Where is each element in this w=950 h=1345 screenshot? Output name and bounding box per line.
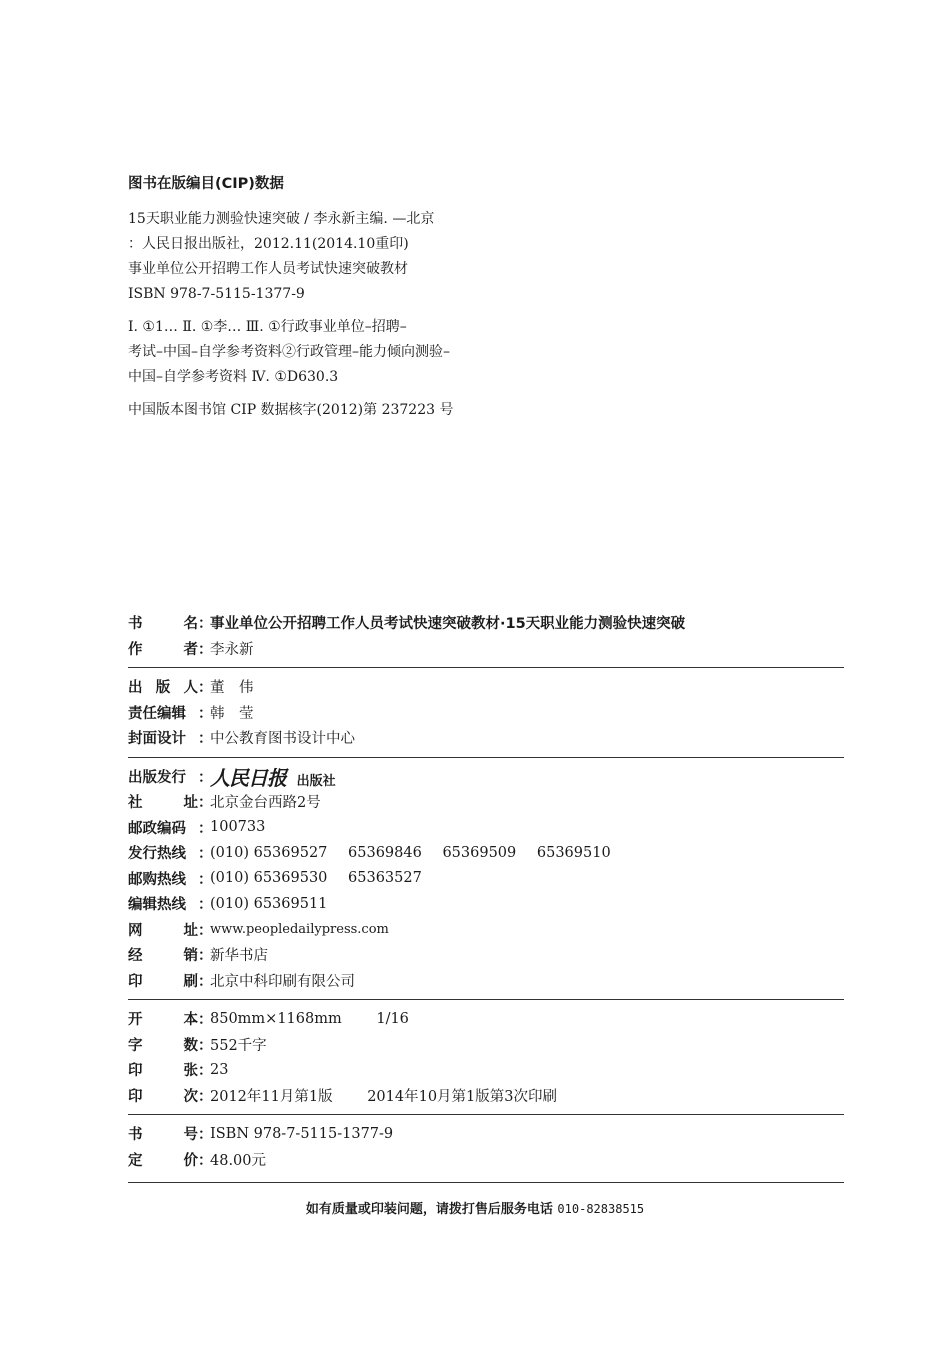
author-row: 作 者 ： 李永新	[128, 636, 844, 662]
isbn-row: 书 号 ： ISBN 978-7-5115-1377-9	[128, 1121, 844, 1147]
website-link[interactable]: www.peopledailypress.com	[210, 921, 389, 937]
mail-hotline-label: 邮购热线	[128, 871, 186, 888]
phone: 65369511	[253, 895, 328, 912]
editor-hotline-row: 编辑热线 ： (010) 65369511	[128, 891, 844, 917]
distributor-label: 经 销	[128, 948, 198, 965]
sheets-row: 印 张 ： 23	[128, 1057, 844, 1083]
edition: 2012年11月第1版	[210, 1088, 333, 1105]
book-title-label: 书 名	[128, 616, 198, 633]
fold: 1/16	[376, 1010, 409, 1027]
address: 北京金台西路2号	[210, 795, 321, 812]
edition-row: 印 次 ： 2012年11月第1版 2014年10月第1版第3次印刷	[128, 1083, 844, 1109]
editor-label: 责任编辑	[128, 705, 186, 722]
sheets: 23	[210, 1061, 229, 1078]
editor-row: 责任编辑 ： 韩 莹	[128, 700, 844, 726]
cip-isbn: ISBN 978-7-5115-1377-9	[128, 286, 305, 302]
cip-line: 事业单位公开招聘工作人员考试快速突破教材	[128, 261, 408, 277]
phone: 65369509	[442, 844, 517, 861]
publisher-person-row: 出 版 人 ： 董 伟	[128, 674, 844, 700]
service-phone: 010-82838515	[557, 1202, 645, 1216]
book-title: 事业单位公开招聘工作人员考试快速突破教材·15天职业能力测验快速突破	[210, 616, 686, 633]
phone-area: (010)	[210, 844, 249, 861]
cip-line: 考试–中国–自学参考资料②行政管理–能力倾向测验–	[128, 344, 450, 360]
publisher-person: 董 伟	[210, 680, 254, 697]
words-label: 字 数	[128, 1037, 198, 1054]
publication-info	[128, 610, 844, 1189]
divider	[128, 999, 844, 1000]
cip-line: ：人民日报出版社，2012.11(2014.10重印)	[128, 236, 409, 252]
postcode-row: 邮政编码 ： 100733	[128, 815, 844, 841]
divider	[128, 1182, 844, 1183]
printer-label: 印 刷	[128, 973, 198, 990]
author: 李永新	[210, 641, 254, 658]
format-row: 开 本 ： 850mm×1168mm 1/16	[128, 1006, 844, 1032]
cip-block	[128, 172, 548, 423]
postcode: 100733	[210, 819, 266, 836]
divider	[128, 1114, 844, 1115]
phone-area: (010)	[210, 895, 249, 912]
isbn: ISBN 978-7-5115-1377-9	[210, 1125, 394, 1142]
book-title-row: 书 名 ： 事业单位公开招聘工作人员考试快速突破教材·15天职业能力测验快速突破	[128, 610, 844, 636]
format: 850mm×1168mm	[210, 1010, 342, 1027]
distributor-row: 经 销 ： 新华书店	[128, 942, 844, 968]
price: 48.00元	[210, 1152, 267, 1169]
people-daily-logo: 人民日报	[210, 765, 286, 790]
phone: 65363527	[348, 870, 422, 887]
phone: 65369527	[253, 844, 328, 861]
distributor: 新华书店	[210, 948, 268, 965]
phone-area: (010)	[210, 870, 249, 887]
words-row: 字 数 ： 552千字	[128, 1032, 844, 1058]
mail-hotline-row: 邮购热线 ： (010) 65369530 65363527	[128, 866, 844, 892]
printing: 2014年10月第1版第3次印刷	[367, 1088, 557, 1105]
issue-hotline-row: 发行热线 ： (010) 65369527 65369846 65369509 65369510	[128, 840, 844, 866]
printer: 北京中科印刷有限公司	[210, 973, 355, 990]
author-label: 作 者	[128, 641, 198, 658]
edition-label: 印 次	[128, 1088, 198, 1105]
cover-design-row: 封面设计 ： 中公教育图书设计中心	[128, 725, 844, 751]
price-label: 定 价	[128, 1152, 198, 1169]
format-label: 开 本	[128, 1012, 198, 1029]
phone: 65369510	[536, 844, 611, 861]
editor-hotline-label: 编辑热线	[128, 897, 186, 914]
service-text: 如有质量或印装问题，请拨打售后服务电话	[305, 1202, 553, 1217]
website-row: 网 址 ： www.peopledailypress.com	[128, 917, 844, 943]
cip-line: 中国–自学参考资料 Ⅳ. ①D630.3	[128, 369, 339, 385]
phone: 65369530	[253, 870, 328, 887]
service-notice	[0, 1198, 950, 1217]
cip-line: Ⅰ. ①1… Ⅱ. ①李… Ⅲ. ①行政事业单位–招聘–	[128, 319, 407, 335]
cip-title: 图书在版编目(CIP)数据	[128, 176, 284, 192]
cip-number: 中国版本图书馆 CIP 数据核字(2012)第 237223 号	[128, 402, 454, 418]
postcode-label: 邮政编码	[128, 820, 186, 837]
publisher-person-label: 出 版 人	[128, 680, 198, 697]
cover-design-label: 封面设计	[128, 731, 186, 748]
publisher-row: 出版发行 ： 人民日报 出版社	[128, 765, 336, 790]
isbn-label: 书 号	[128, 1127, 198, 1144]
phone: 65369846	[348, 844, 422, 861]
cip-line: 15天职业能力测验快速突破 / 李永新主编. —北京	[128, 211, 435, 227]
address-row: 社 址 ： 北京金台西路2号	[128, 789, 844, 815]
website-label: 网 址	[128, 922, 198, 939]
price-row: 定 价 ： 48.00元	[128, 1147, 844, 1173]
printer-row: 印 刷 ： 北京中科印刷有限公司	[128, 968, 844, 994]
publisher-suffix: 出版社	[296, 773, 336, 789]
divider	[128, 757, 844, 758]
address-label: 社 址	[128, 795, 198, 812]
issue-hotline-label: 发行热线	[128, 846, 186, 863]
cover-design: 中公教育图书设计中心	[210, 731, 355, 748]
sheets-label: 印 张	[128, 1063, 198, 1080]
publisher-label: 出版发行	[128, 769, 186, 786]
divider	[128, 667, 844, 668]
words: 552千字	[210, 1037, 267, 1054]
editor: 韩 莹	[210, 705, 254, 722]
